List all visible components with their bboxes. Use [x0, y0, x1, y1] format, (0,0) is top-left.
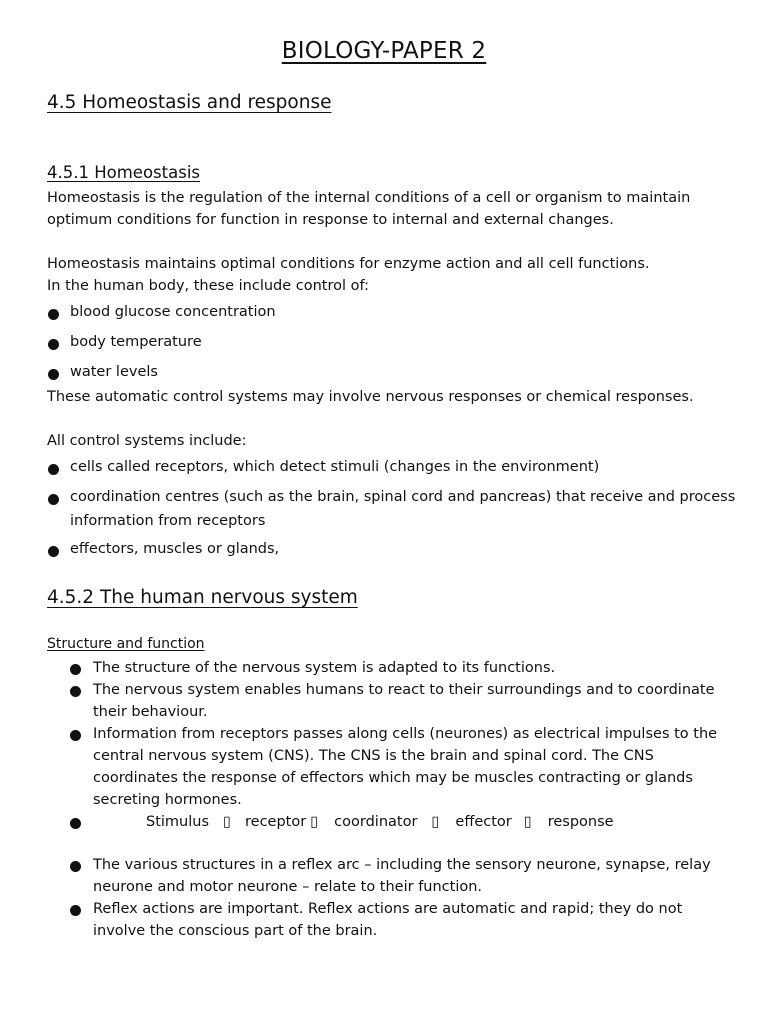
homeostasis-optimal-conditions: Homeostasis maintains optimal conditions for enzyme action and all cell functions. [47, 256, 650, 272]
list-item: Reflex actions are important. Reflex actions are automatic and rapid; they do not involve the conscious part of the brain. [70, 898, 730, 942]
flow-stimulus: Stimulus [146, 814, 210, 830]
flow-receptor: receptor [245, 814, 307, 830]
subsection-heading-4-5-1: 4.5.1 Homeostasis [47, 163, 201, 182]
subsection-heading-4-5-2: 4.5.2 The human nervous system [47, 587, 358, 608]
list-item: The structure of the nervous system is adapted to its functions. [70, 657, 730, 679]
list-item: water levels [47, 360, 737, 384]
list-item: blood glucose concentration [47, 300, 737, 324]
arrow-icon: ▯ [523, 814, 532, 830]
response-pathway [93, 811, 730, 833]
list-item: Information from receptors passes along cells (neurones) as electrical impulses to the central nervous system (CNS). The CNS is the brain and spinal cord. The CNS coordinates the response of effectors which may be muscles contracting or glands secreting hormones. [70, 723, 730, 811]
nervous-system-list [70, 657, 730, 833]
control-systems-include: All control systems include: [47, 433, 247, 449]
page-title: BIOLOGY-PAPER 2 [281, 38, 487, 64]
list-item: cells called receptors, which detect stimuli (changes in the environment) [47, 455, 737, 479]
arrow-icon: ▯ [310, 814, 319, 830]
flow-response: response [547, 814, 614, 830]
control-list [47, 300, 737, 384]
section-heading-4-5: 4.5 Homeostasis and response [47, 92, 332, 113]
arrow-icon: ▯ [431, 814, 440, 830]
list-item: body temperature [47, 330, 737, 354]
list-item: effectors, muscles or glands, [47, 537, 737, 561]
structure-function-subheading: Structure and function [47, 636, 205, 652]
system-components-list [47, 455, 737, 561]
control-intro: In the human body, these include control of: [47, 278, 369, 294]
homeostasis-definition: Homeostasis is the regulation of the internal conditions of a cell or organism to maintain optimum conditions for function in response to internal and external changes. [47, 190, 691, 228]
control-systems-paragraph: These automatic control systems may involve nervous responses or chemical responses. [47, 389, 694, 405]
list-item [70, 811, 730, 833]
list-item: coordination centres (such as the brain, spinal cord and pancreas) that receive and process information from receptors [47, 485, 737, 533]
list-item: The nervous system enables humans to react to their surroundings and to coordinate their behaviour. [70, 679, 730, 723]
flow-coordinator: coordinator [334, 814, 418, 830]
list-item: The various structures in a reflex arc – including the sensory neurone, synapse, relay neurone and motor neurone – relate to their function. [70, 854, 730, 898]
reflex-list [70, 854, 730, 942]
arrow-icon: ▯ [223, 814, 231, 830]
flow-effector: effector [455, 814, 512, 830]
